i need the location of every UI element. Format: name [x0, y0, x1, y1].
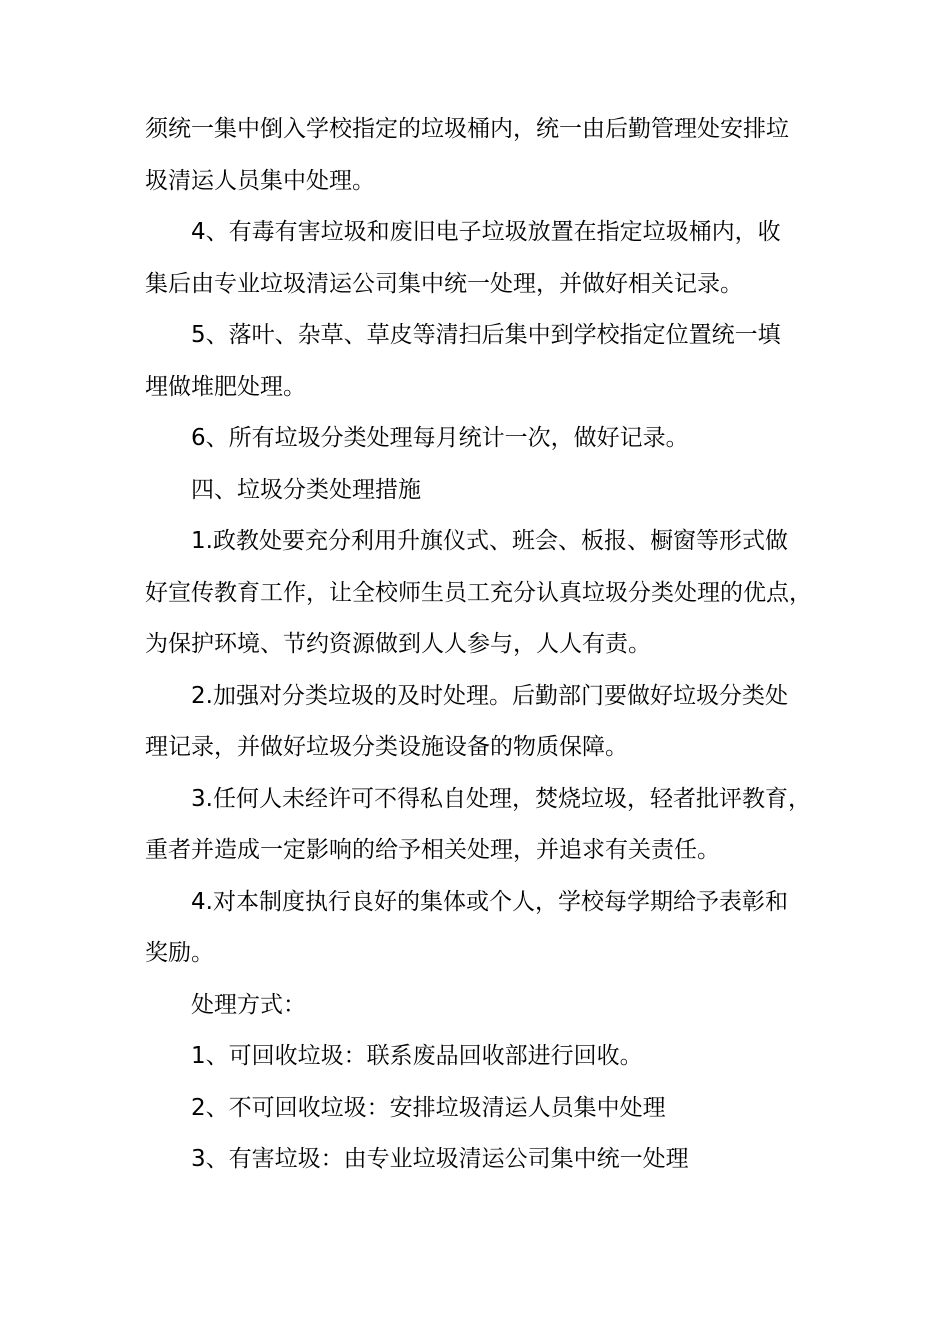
- text-line: 1.政教处要充分利用升旗仪式、班会、板报、橱窗等形式做: [191, 528, 788, 554]
- text-line: 5、落叶、杂草、草皮等清扫后集中到学校指定位置统一填: [191, 322, 781, 348]
- list-item: 3、有害垃圾：由专业垃圾清运公司集中统一处理: [191, 1146, 689, 1172]
- subheading: 处理方式：: [191, 991, 306, 1018]
- text-line: 4.对本制度执行良好的集体或个人，学校每学期给予表彰和: [191, 888, 788, 915]
- text-line: 圾清运人员集中处理。: [145, 167, 375, 194]
- text-line: 奖励。: [145, 940, 214, 966]
- text-line: 埋做堆肥处理。: [145, 373, 306, 400]
- text-line: 好宣传教育工作，让全校师生员工充分认真垃圾分类处理的优点，: [145, 579, 812, 606]
- text-line: 4、有毒有害垃圾和废旧电子垃圾放置在指定垃圾桶内，收: [191, 219, 781, 245]
- text-line: 集后由专业垃圾清运公司集中统一处理，并做好相关记录。: [145, 270, 743, 297]
- text-line: 须统一集中倒入学校指定的垃圾桶内，统一由后勤管理处安排垃: [145, 116, 789, 142]
- text-line: 3.任何人未经许可不得私自处理，焚烧垃圾，轻者批评教育，: [191, 785, 811, 812]
- text-line: 6、所有垃圾分类处理每月统计一次，做好记录。: [191, 425, 689, 451]
- document-body: [145, 104, 825, 1186]
- text-line: 为保护环境、节约资源做到人人参与，人人有责。: [145, 631, 651, 657]
- text-line: 2.加强对分类垃圾的及时处理。后勤部门要做好垃圾分类处: [191, 682, 788, 709]
- section-heading: 四、垃圾分类处理措施: [191, 476, 421, 503]
- text-line: 理记录，并做好垃圾分类设施设备的物质保障。: [145, 734, 628, 760]
- list-item: 1、可回收垃圾：联系废品回收部进行回收。: [191, 1043, 643, 1069]
- text-line: 重者并造成一定影响的给予相关处理，并追求有关责任。: [145, 837, 720, 863]
- list-item: 2、不可回收垃圾：安排垃圾清运人员集中处理: [191, 1094, 666, 1121]
